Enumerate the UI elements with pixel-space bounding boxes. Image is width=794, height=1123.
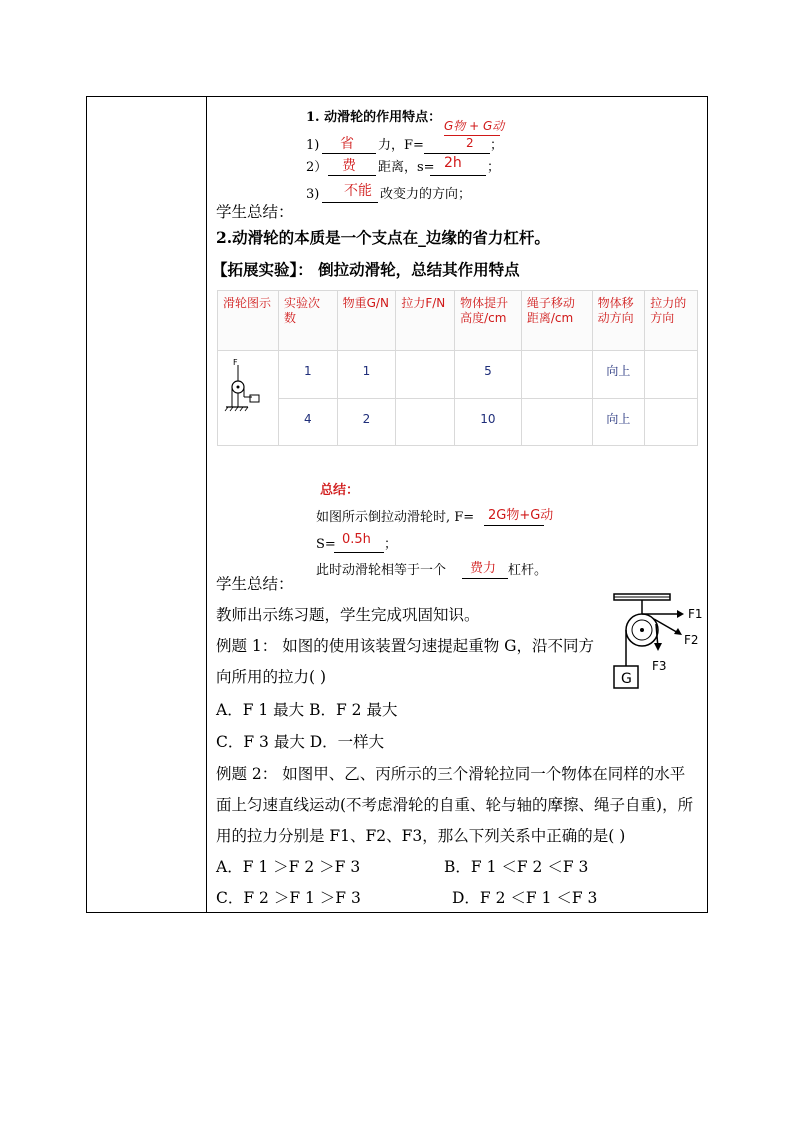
line1-suffix: 力，F=: [378, 138, 424, 153]
inverted-pulley-diagram: [218, 351, 278, 441]
table-cell: [645, 398, 698, 446]
line1-end: ；: [490, 138, 504, 153]
table-cell: 向上: [592, 398, 645, 446]
table-header-row: [218, 291, 698, 351]
force-label-f1: F1: [688, 607, 703, 621]
formula-numerator: G物 + G动: [444, 119, 505, 133]
example2-line3: 用的拉力分别是 F1、F2、F3，那么下列关系中正确的是( ): [216, 827, 626, 845]
line2-answer: 费: [342, 158, 356, 174]
section1-title: 1. 动滑轮的作用特点：: [306, 110, 442, 125]
summary-line2-blank: [334, 551, 384, 553]
example1-line2: 向所用的拉力( ): [216, 668, 327, 686]
line3-answer: 不能: [344, 183, 372, 199]
header-cell: 拉力F/N: [396, 291, 455, 351]
student-summary-1: 学生总结：: [216, 203, 294, 221]
column-divider: [206, 96, 207, 913]
summary-line2-end: ；: [384, 537, 398, 552]
line1-formula-blank: [424, 152, 490, 154]
force-label-f2: F2: [684, 633, 699, 647]
header-cell: 实验次数: [279, 291, 338, 351]
lesson-table-frame: [86, 96, 708, 913]
table-cell: [396, 398, 455, 446]
example2-option-c: C．F 2 ＞F 1 ＞F 3: [216, 889, 361, 907]
summary-line1-answer: 2G物+G动: [488, 508, 554, 523]
line1-prefix: 1): [306, 138, 320, 153]
line2-answer-2: 2h: [444, 155, 462, 171]
table-cell: [521, 351, 592, 399]
table-cell: 1: [337, 351, 396, 399]
header-cell: 滑轮图示: [218, 291, 279, 351]
example2-option-b: B．F 1 ＜F 2 ＜F 3: [444, 858, 589, 876]
example2-option-d: D．F 2 ＜F 1 ＜F 3: [452, 889, 598, 907]
summary-line2-answer: 0.5h: [342, 532, 371, 547]
header-cell: 物体提升高度/cm: [455, 291, 522, 351]
example1-options-cd: C．F 3 最大 D．一样大: [216, 733, 385, 751]
expand-experiment-title: 【拓展实验】： 倒拉动滑轮，总结其作用特点: [212, 260, 520, 279]
table-cell: [521, 398, 592, 446]
line2-blank-2: [430, 174, 486, 176]
table-cell: 5: [455, 351, 522, 399]
summary-line1-prefix: 如图所示倒拉动滑轮时, F=: [316, 510, 475, 525]
summary-line2-prefix: S=: [316, 537, 336, 552]
table-cell: 向上: [592, 351, 645, 399]
summary-line3-blank: [462, 577, 508, 579]
summary-line3-end: 杠杆。: [508, 563, 548, 578]
experiment-table: [217, 290, 698, 446]
table-cell: 2: [337, 398, 396, 446]
header-cell: 物重G/N: [337, 291, 396, 351]
diagram-force-label: F: [233, 358, 238, 367]
table-row: [218, 398, 698, 446]
line1-answer: 省: [340, 136, 354, 152]
essence-statement: 2.动滑轮的本质是一个支点在_边缘的省力杠杆。: [216, 228, 550, 247]
line2-mid: 距离，s=: [378, 160, 435, 175]
summary-line3-prefix: 此时动滑轮相等于一个: [316, 563, 447, 578]
example1-line1: 例题 1： 如图的使用该装置匀速提起重物 G，沿不同方: [216, 637, 595, 655]
table-cell: [645, 351, 698, 399]
line3-suffix: 改变力的方向；: [380, 187, 472, 202]
pulley-diagram-cell: [218, 351, 279, 446]
example2-line2: 面上匀速直线运动(不考虑滑轮的自重、轮与轴的摩擦、绳子自重)，所: [216, 796, 694, 814]
line3-prefix: 3): [306, 187, 320, 202]
example2-option-a: A．F 1 ＞F 2 ＞F 3: [216, 858, 361, 876]
table-cell: 10: [455, 398, 522, 446]
header-cell: 物体移动方向: [592, 291, 645, 351]
table-row: [218, 351, 698, 399]
example1-options-ab: A．F 1 最大 B．F 2 最大: [216, 701, 398, 719]
example2-line1: 例题 2： 如图甲、乙、丙所示的三个滑轮拉同一个物体在同样的水平: [216, 765, 686, 783]
summary-title: 总结：: [320, 483, 360, 498]
summary-line3-answer: 费力: [470, 561, 497, 576]
weight-label: G: [621, 671, 632, 687]
line2-end: ；: [487, 160, 501, 175]
line2-prefix: 2）: [306, 160, 328, 175]
formula-denominator: 2: [466, 136, 474, 150]
header-cell: 拉力的方向: [645, 291, 698, 351]
fixed-pulley-figure: [602, 588, 706, 692]
summary-line1-blank: [484, 524, 544, 526]
student-summary-2: 学生总结：: [216, 575, 294, 593]
table-cell: [396, 351, 455, 399]
header-cell: 绳子移动距离/cm: [521, 291, 592, 351]
table-cell: 1: [279, 351, 338, 399]
teacher-note: 教师出示练习题，学生完成巩固知识。: [216, 606, 480, 624]
table-cell: 4: [279, 398, 338, 446]
force-label-f3: F3: [652, 659, 667, 673]
line3-blank: [322, 201, 378, 203]
